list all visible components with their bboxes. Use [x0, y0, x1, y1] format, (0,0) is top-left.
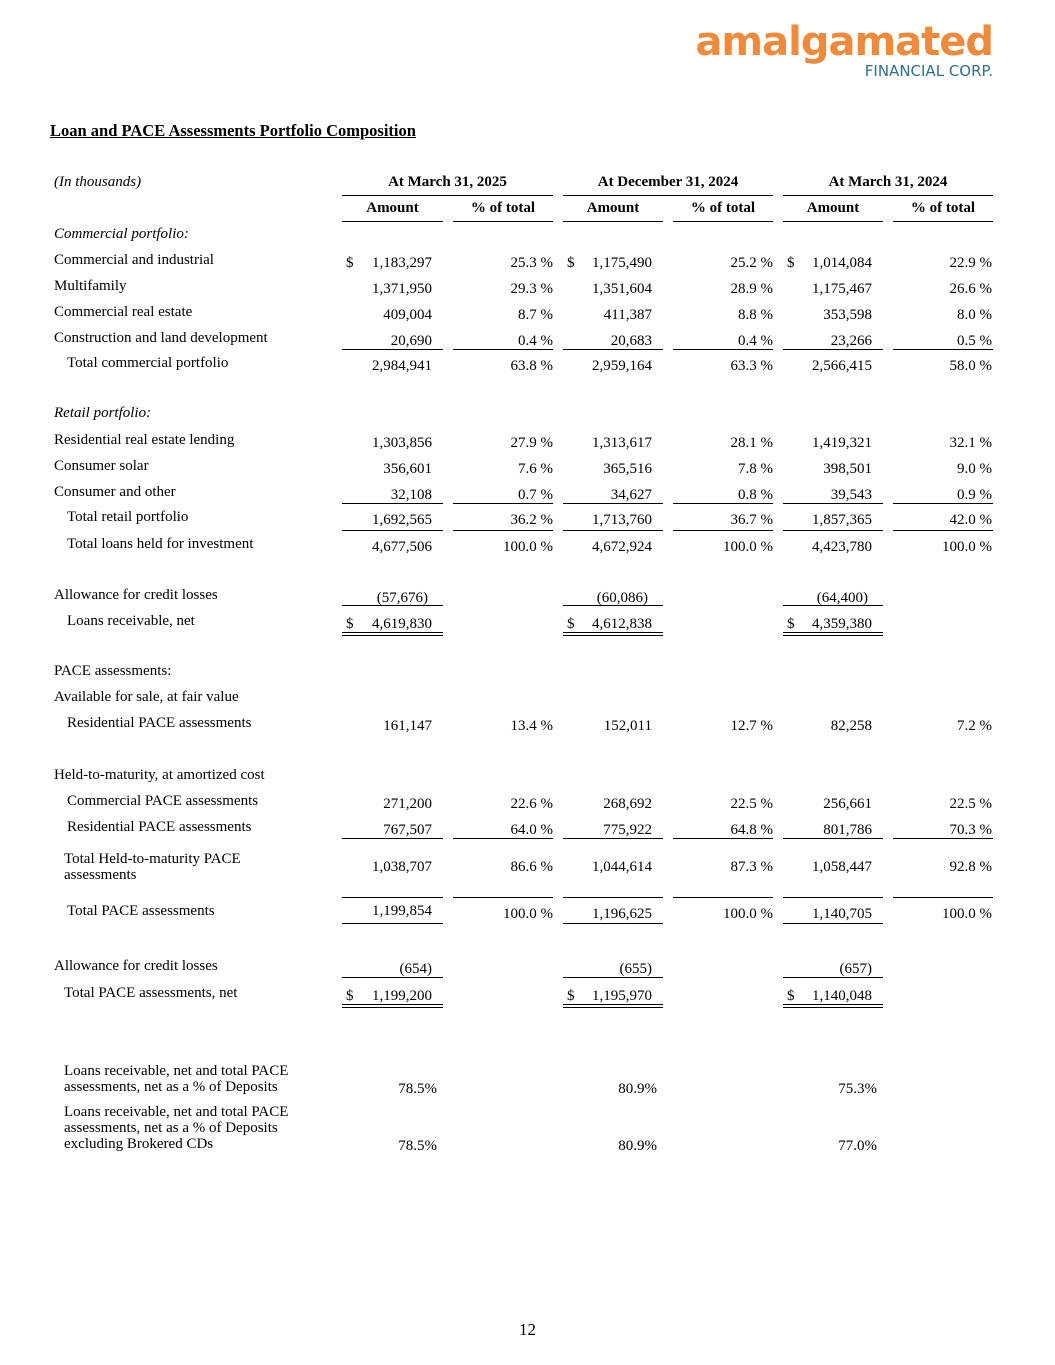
period-header: At March 31, 2025 [388, 174, 507, 190]
underline [453, 503, 553, 504]
amount-cell: (60,086) [596, 590, 648, 606]
underline [342, 977, 443, 978]
row-label: Residential PACE assessments [67, 819, 252, 835]
amount-cell: 4,677,506 [372, 539, 432, 555]
table-row [0, 687, 1055, 711]
pct-cell: 22.6 % [510, 796, 553, 812]
underline [893, 897, 993, 898]
row-label: Total PACE assessments, net [64, 985, 238, 1001]
pct-cell: 0.8 % [738, 487, 773, 503]
double-underline [563, 1004, 663, 1008]
amount-cell: (654) [399, 961, 432, 977]
amount-cell: 34,627 [610, 487, 652, 503]
ratio-label [64, 1063, 288, 1095]
pct-cell: 42.0 % [949, 512, 992, 528]
currency-symbol: $ [346, 255, 354, 271]
underline [783, 977, 883, 978]
underline [563, 349, 663, 350]
underline [673, 349, 773, 350]
currency-symbol: $ [787, 255, 795, 271]
pct-cell: 29.3 % [510, 281, 553, 297]
amount-cell: 1,199,854 [372, 903, 432, 919]
amount-cell: 1,195,970 [592, 988, 652, 1004]
pct-header: % of total [910, 200, 976, 216]
amount-cell: 82,258 [830, 718, 872, 734]
table-row-ci [0, 250, 1055, 274]
currency-symbol: $ [787, 988, 795, 1004]
pct-cell: 8.7 % [518, 307, 553, 323]
ratio-value: 80.9% [618, 1081, 657, 1097]
amount-cell: 1,038,707 [372, 859, 432, 875]
ratio-value: 78.5% [398, 1138, 437, 1154]
ratio-value: 77.0% [838, 1138, 877, 1154]
pct-cell: 25.3 % [510, 255, 553, 271]
underline [453, 897, 553, 898]
table-header [0, 172, 1055, 196]
underline [453, 221, 553, 222]
pct-cell: 86.6 % [510, 859, 553, 875]
amount-cell: 1,303,856 [372, 435, 432, 451]
amount-cell: 4,423,780 [812, 539, 872, 555]
pct-cell: 36.2 % [510, 512, 553, 528]
ratio-label-line: assessments, net as a % of Deposits [64, 1079, 278, 1095]
row-label: Total commercial portfolio [67, 355, 229, 371]
pct-cell: 28.9 % [730, 281, 773, 297]
ratio-label [64, 1104, 288, 1152]
underline [783, 838, 883, 839]
pct-cell: 22.5 % [730, 796, 773, 812]
table-row-rre [0, 430, 1055, 454]
underline [342, 605, 443, 606]
pct-cell: 8.0 % [957, 307, 992, 323]
page-title: Loan and PACE Assessments Portfolio Composition [50, 121, 416, 140]
underline [893, 838, 993, 839]
pct-cell: 100.0 % [723, 539, 773, 555]
amount-cell: 356,601 [383, 461, 432, 477]
underline [453, 530, 553, 531]
ratio-label-line: Loans receivable, net and total PACE [64, 1104, 289, 1120]
row-label: Commercial real estate [54, 304, 193, 320]
pct-cell: 9.0 % [957, 461, 992, 477]
table-row-trp [0, 507, 1055, 531]
amount-cell: 365,516 [603, 461, 652, 477]
pct-header: % of total [470, 200, 536, 216]
underline [783, 530, 883, 531]
amount-cell: 1,014,084 [812, 255, 872, 271]
underline [563, 195, 773, 196]
amount-cell: 32,108 [390, 487, 432, 503]
pct-cell: 64.8 % [730, 822, 773, 838]
table-row [0, 403, 1055, 427]
currency-symbol: $ [346, 616, 354, 632]
underline [342, 503, 443, 504]
amount-header: Amount [806, 200, 860, 216]
double-underline [783, 1004, 883, 1008]
amount-cell: 268,692 [603, 796, 652, 812]
table-row-acl2 [0, 956, 1055, 980]
double-underline [783, 632, 883, 636]
row-label: Total retail portfolio [67, 509, 189, 525]
amount-cell: 1,196,625 [592, 906, 652, 922]
pct-cell: 63.8 % [510, 358, 553, 374]
pct-cell: 27.9 % [510, 435, 553, 451]
pct-cell: 26.6 % [949, 281, 992, 297]
amount-cell: 39,543 [830, 487, 872, 503]
amount-cell: 271,200 [383, 796, 432, 812]
amount-cell: 801,786 [823, 822, 872, 838]
pct-cell: 100.0 % [723, 906, 773, 922]
row-label: Total PACE assessments [67, 903, 215, 919]
amount-cell: 20,683 [610, 333, 652, 349]
underline [342, 530, 443, 531]
underline [673, 503, 773, 504]
amount-cell: 1,419,321 [812, 435, 872, 451]
column-header-row [0, 198, 1055, 222]
ratio-label-line: Loans receivable, net and total PACE [64, 1063, 289, 1079]
row-label: Residential PACE assessments [67, 715, 252, 731]
pct-cell: 7.2 % [957, 718, 992, 734]
amount-cell: 398,501 [823, 461, 872, 477]
pct-cell: 58.0 % [949, 358, 992, 374]
row-label: Held-to-maturity, at amortized cost [54, 767, 265, 783]
amount-cell: 767,507 [383, 822, 432, 838]
ratio-value: 80.9% [618, 1138, 657, 1154]
amount-cell: 20,690 [390, 333, 432, 349]
amount-header: Amount [586, 200, 640, 216]
underline [563, 221, 663, 222]
underline [342, 349, 443, 350]
logo-subtitle: FINANCIAL CORP. [864, 62, 993, 80]
pct-cell: 12.7 % [730, 718, 773, 734]
pct-cell: 92.8 % [949, 859, 992, 875]
table-row-mf [0, 276, 1055, 300]
underline [453, 838, 553, 839]
pct-cell: 0.5 % [957, 333, 992, 349]
underline [563, 605, 663, 606]
pct-cell: 100.0 % [942, 906, 992, 922]
underline [563, 530, 663, 531]
pct-cell: 0.4 % [738, 333, 773, 349]
amount-cell: 1,371,950 [372, 281, 432, 297]
ratio-label-line: excluding Brokered CDs [64, 1136, 214, 1152]
table-row-rpace_afs [0, 713, 1055, 737]
currency-symbol: $ [567, 988, 575, 1004]
row-label: Retail portfolio: [54, 405, 152, 421]
pct-cell: 36.7 % [730, 512, 773, 528]
pct-cell: 100.0 % [503, 906, 553, 922]
row-label: Allowance for credit losses [54, 587, 218, 603]
row-label: Residential real estate lending [54, 432, 235, 448]
pct-header: % of total [690, 200, 756, 216]
underline [673, 221, 773, 222]
amount-cell: (657) [839, 961, 872, 977]
underline [563, 977, 663, 978]
row-label: Available for sale, at fair value [54, 689, 239, 705]
table-row-acl1 [0, 585, 1055, 609]
underline [893, 503, 993, 504]
underline [783, 349, 883, 350]
table-row [0, 661, 1055, 685]
amount-cell: 775,922 [603, 822, 652, 838]
amount-cell: 2,984,941 [372, 358, 432, 374]
underline [783, 195, 993, 196]
amount-cell: 411,387 [603, 307, 652, 323]
currency-symbol: $ [567, 616, 575, 632]
underline [342, 923, 443, 924]
underline [783, 605, 883, 606]
underline [342, 838, 443, 839]
amount-cell: 1,175,490 [592, 255, 652, 271]
table-row-cre [0, 302, 1055, 326]
table-row-cpace [0, 791, 1055, 815]
underline [453, 349, 553, 350]
period-header: At December 31, 2024 [597, 174, 739, 190]
amount-cell: 23,266 [830, 333, 872, 349]
table-row-thtm [0, 851, 1055, 883]
pct-cell: 63.3 % [730, 358, 773, 374]
pct-cell: 70.3 % [949, 822, 992, 838]
amount-cell: 1,044,614 [592, 859, 652, 875]
amount-cell: 2,959,164 [592, 358, 652, 374]
underline [563, 923, 663, 924]
ratio-label-line: assessments, net as a % of Deposits [64, 1120, 278, 1136]
pct-cell: 22.5 % [949, 796, 992, 812]
row-label: Allowance for credit losses [54, 958, 218, 974]
row-label: Construction and land development [54, 330, 268, 346]
pct-cell: 0.7 % [518, 487, 553, 503]
amount-cell: 4,619,830 [372, 616, 432, 632]
amount-cell: 409,004 [383, 307, 432, 323]
currency-symbol: $ [346, 988, 354, 1004]
row-label: Multifamily [54, 278, 127, 294]
underline [342, 897, 443, 898]
amount-cell: 256,661 [823, 796, 872, 812]
pct-cell: 28.1 % [730, 435, 773, 451]
pct-cell: 0.4 % [518, 333, 553, 349]
amount-cell: 1,140,705 [812, 906, 872, 922]
amount-cell: 1,692,565 [372, 512, 432, 528]
amount-cell: 1,313,617 [592, 435, 652, 451]
row-label: Consumer and other [54, 484, 176, 500]
amount-header: Amount [366, 200, 419, 216]
amount-cell: 1,058,447 [812, 859, 872, 875]
table-row-tpace [0, 901, 1055, 925]
underline [563, 838, 663, 839]
amount-cell: (655) [619, 961, 652, 977]
underline [893, 221, 993, 222]
pct-cell: 25.2 % [730, 255, 773, 271]
row-label: Commercial PACE assessments [67, 793, 259, 809]
ratio-value: 75.3% [838, 1081, 877, 1097]
currency-symbol: $ [787, 616, 795, 632]
logo-wordmark: amalgamated [695, 19, 993, 65]
amount-cell: 1,857,365 [812, 512, 872, 528]
amount-cell: 1,713,760 [592, 512, 652, 528]
pct-cell: 64.0 % [510, 822, 553, 838]
amount-cell: 4,672,924 [592, 539, 652, 555]
table-row [0, 224, 1055, 248]
underline [342, 195, 553, 196]
row-label: Total loans held for investment [67, 536, 254, 552]
underline [673, 897, 773, 898]
underline [563, 897, 663, 898]
amount-cell: 4,359,380 [812, 616, 872, 632]
table-row-lrn [0, 611, 1055, 635]
pct-cell: 7.6 % [518, 461, 553, 477]
underline [783, 503, 883, 504]
amount-cell: 1,183,297 [372, 255, 432, 271]
underline [783, 221, 883, 222]
underline [783, 897, 883, 898]
units-label: (In thousands) [54, 174, 142, 190]
amount-cell: 353,598 [823, 307, 872, 323]
ratio-value: 78.5% [398, 1081, 437, 1097]
company-logo [695, 19, 993, 80]
double-underline [563, 632, 663, 636]
pct-cell: 7.8 % [738, 461, 773, 477]
row-label [64, 851, 241, 883]
pct-cell: 87.3 % [730, 859, 773, 875]
table-row-tcp [0, 353, 1055, 377]
pct-cell: 100.0 % [503, 539, 553, 555]
amount-cell: 1,199,200 [372, 988, 432, 1004]
pct-cell: 22.9 % [949, 255, 992, 271]
row-label-line: Total Held-to-maturity PACE [64, 851, 241, 867]
amount-cell: 1,140,048 [812, 988, 872, 1004]
underline [893, 349, 993, 350]
underline [342, 221, 443, 222]
amount-cell: 152,011 [603, 718, 652, 734]
pct-cell: 13.4 % [510, 718, 553, 734]
currency-symbol: $ [567, 255, 575, 271]
amount-cell: 2,566,415 [812, 358, 872, 374]
amount-cell: 161,147 [383, 718, 432, 734]
pct-cell: 0.9 % [957, 487, 992, 503]
row-label: Commercial portfolio: [54, 226, 189, 242]
ratio-row [0, 1104, 1055, 1164]
underline [673, 530, 773, 531]
row-label: Consumer solar [54, 458, 149, 474]
underline [893, 530, 993, 531]
table-row-cs [0, 456, 1055, 480]
amount-cell: (57,676) [376, 590, 428, 606]
table-row-tlhi [0, 534, 1055, 558]
double-underline [342, 632, 443, 636]
underline [783, 923, 883, 924]
table-row-tpn [0, 983, 1055, 1007]
row-label: PACE assessments: [54, 663, 172, 679]
row-label: Commercial and industrial [54, 252, 214, 268]
pct-cell: 8.8 % [738, 307, 773, 323]
amount-cell: 4,612,838 [592, 616, 652, 632]
row-label-line: assessments [64, 867, 137, 883]
table-row [0, 765, 1055, 789]
pct-cell: 100.0 % [942, 539, 992, 555]
row-label: Loans receivable, net [67, 613, 195, 629]
amount-cell: (64,400) [816, 590, 868, 606]
amount-cell: 1,175,467 [812, 281, 872, 297]
page-number: 12 [519, 1320, 536, 1339]
double-underline [342, 1004, 443, 1008]
period-header: At March 31, 2024 [828, 174, 948, 190]
underline [673, 838, 773, 839]
amount-cell: 1,351,604 [592, 281, 652, 297]
underline [563, 503, 663, 504]
pct-cell: 32.1 % [949, 435, 992, 451]
